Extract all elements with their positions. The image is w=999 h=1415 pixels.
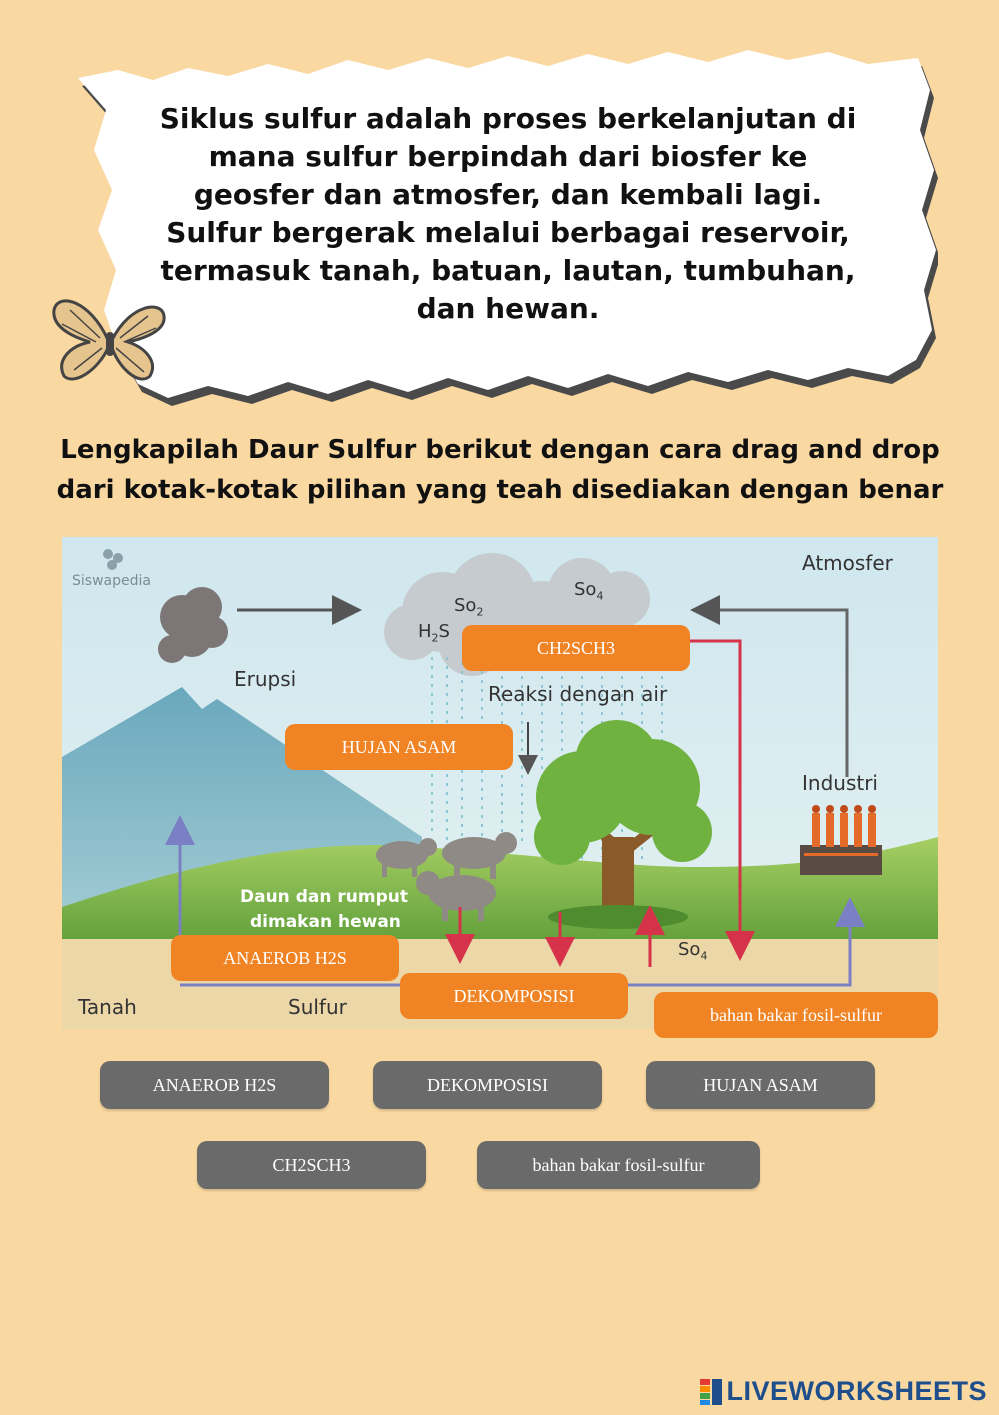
- choice-ch2sch3[interactable]: CH2SCH3: [197, 1141, 426, 1189]
- choice-bahan-bakar-fosil-sulfur[interactable]: bahan bakar fosil-sulfur: [477, 1141, 760, 1189]
- liveworksheets-logo: [700, 1376, 987, 1407]
- daun-label-line2: dimakan hewan: [250, 912, 401, 932]
- tanah-label: Tanah: [78, 995, 137, 1019]
- intro-text: Siklus sulfur adalah proses berkelanjutan di mana sulfur berpindah dari biosfer ke geosfer dan atmosfer, dan kembali lagi. Sulfur bergerak melalui berbagai reservoir, termasuk tanah, batuan, lautan, tumbuhan, dan hewan.: [159, 102, 857, 325]
- industri-label: Industri: [802, 771, 878, 795]
- drop-slot-5[interactable]: bahan bakar fosil-sulfur: [654, 992, 938, 1038]
- instruction-text: Lengkapilah Daur Sulfur berikut dengan cara drag and drop dari kotak-kotak pilihan yang teah disediakan dengan benar: [56, 435, 944, 505]
- sulfur-label: Sulfur: [288, 995, 347, 1019]
- choice-anaerob-h2s[interactable]: ANAEROB H2S: [100, 1061, 329, 1109]
- choice-hujan-asam[interactable]: HUJAN ASAM: [646, 1061, 875, 1109]
- choice-dekomposisi[interactable]: DEKOMPOSISI: [373, 1061, 602, 1109]
- drop-slot-3[interactable]: ANAEROB H2S: [171, 935, 399, 981]
- atmosfer-label: Atmosfer: [802, 551, 893, 575]
- siswapedia-label: Siswapedia: [72, 573, 151, 589]
- butterfly-icon: [50, 290, 170, 390]
- h2s-label: $H_2S$: [418, 621, 450, 645]
- reaksi-label: Reaksi dengan air: [488, 682, 668, 706]
- daun-label-line1: Daun dan rumput: [240, 887, 408, 907]
- intro-note: [58, 30, 938, 410]
- liveworksheets-logo-icon: [700, 1379, 722, 1405]
- drop-slot-2[interactable]: HUJAN ASAM: [285, 724, 513, 770]
- drop-slot-4[interactable]: DEKOMPOSISI: [400, 973, 628, 1019]
- liveworksheets-text: LIVEWORKSHEETS: [726, 1376, 987, 1406]
- erupsi-label: Erupsi: [234, 667, 297, 691]
- drop-slot-1[interactable]: CH2SCH3: [462, 625, 690, 671]
- so4-ground-label: $So_4$: [678, 939, 708, 963]
- so2-label: $So_2$: [454, 595, 484, 619]
- so4-cloud-label: $So_4$: [574, 579, 604, 603]
